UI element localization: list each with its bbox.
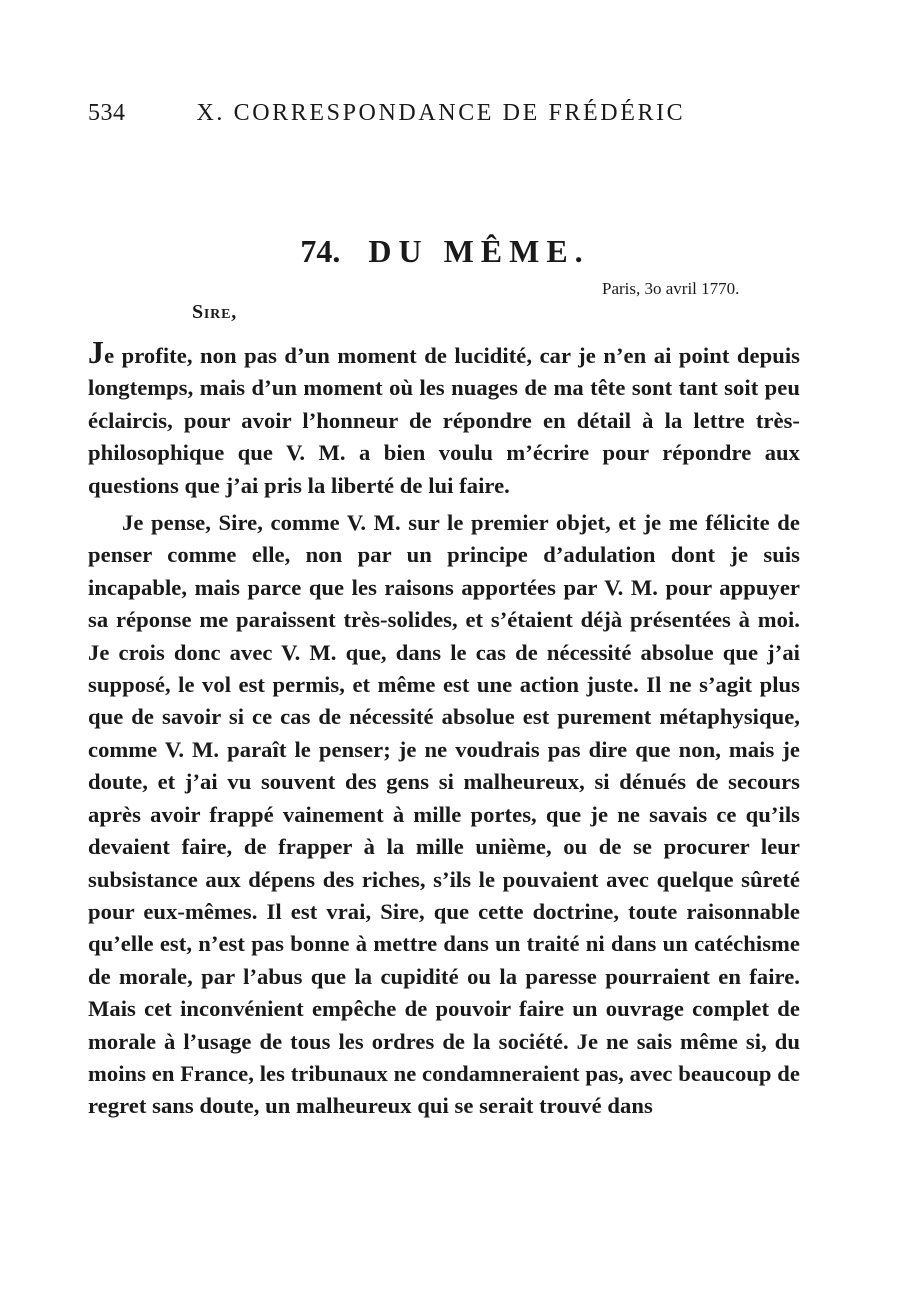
salutation: Sire, xyxy=(192,301,238,323)
paragraph-1 xyxy=(88,336,800,502)
letter-title: DU MÊME. xyxy=(368,233,590,270)
paragraph-2: Je pense, Sire, comme V. M. sur le premier objet, et je me félicite de penser comme elle, non par un principe d’adulation dont je suis incapable, mais parce que les raisons apportées par V. M. pour appuyer sa réponse me paraissent très-solides, et s’étaient déjà présentées à moi. Je crois donc avec V. M. que, dans le cas de nécessité absolue que j’ai supposé, le vol est permis, et même est une action juste. Il ne s’agit plus que de savoir si ce cas de nécessité absolue est purement métaphysique, comme V. M. paraît le penser; je ne voudrais pas dire que non, mais je doute, et j’ai vu souvent des gens si malheureux, si dénués de secours après avoir frappé vainement à mille portes, que je ne savais ce qu’ils devaient faire, de frapper à la mille unième, ou de se procurer leur subsistance aux dépens des riches, s’ils le pouvaient avec quelque sûreté pour eux-mêmes. Il est vrai, Sire, que cette doctrine, toute raisonnable qu’elle est, n’est pas bonne à mettre dans un traité ni dans un catéchisme de morale, par l’abus que la cupidité ou la paresse pourraient en faire. Mais cet inconvénient empêche de pouvoir faire un ouvrage complet de morale à l’usage de tous les ordres de la société. Je ne sais même si, du moins en France, les tribunaux ne condamneraient pas, avec beaucoup de regret sans doute, un malheureux qui se serait trouvé dans xyxy=(88,510,800,1119)
letter-body xyxy=(88,336,800,1123)
running-title: X. CORRESPONDANCE DE FRÉDÉRIC xyxy=(196,100,686,126)
page-number: 534 xyxy=(88,100,126,126)
letter-heading xyxy=(0,233,890,270)
paragraph-1-text: e profite, non pas d’un moment de lucidité, car je n’en ai point depuis longtemps, mais d’un moment où les nuages de ma tête sont tant soit peu éclaircis, pour avoir l’honneur de répondre en détail à la lettre très-philosophique que V. M. a bien voulu m’écrire pour répondre aux questions que j’ai pris la liberté de lui faire. xyxy=(88,343,800,498)
letter-number: 74. xyxy=(300,233,341,270)
drop-initial: J xyxy=(88,334,105,370)
dateline: Paris, 3o avril 1770. xyxy=(602,279,740,298)
running-head xyxy=(88,100,808,127)
